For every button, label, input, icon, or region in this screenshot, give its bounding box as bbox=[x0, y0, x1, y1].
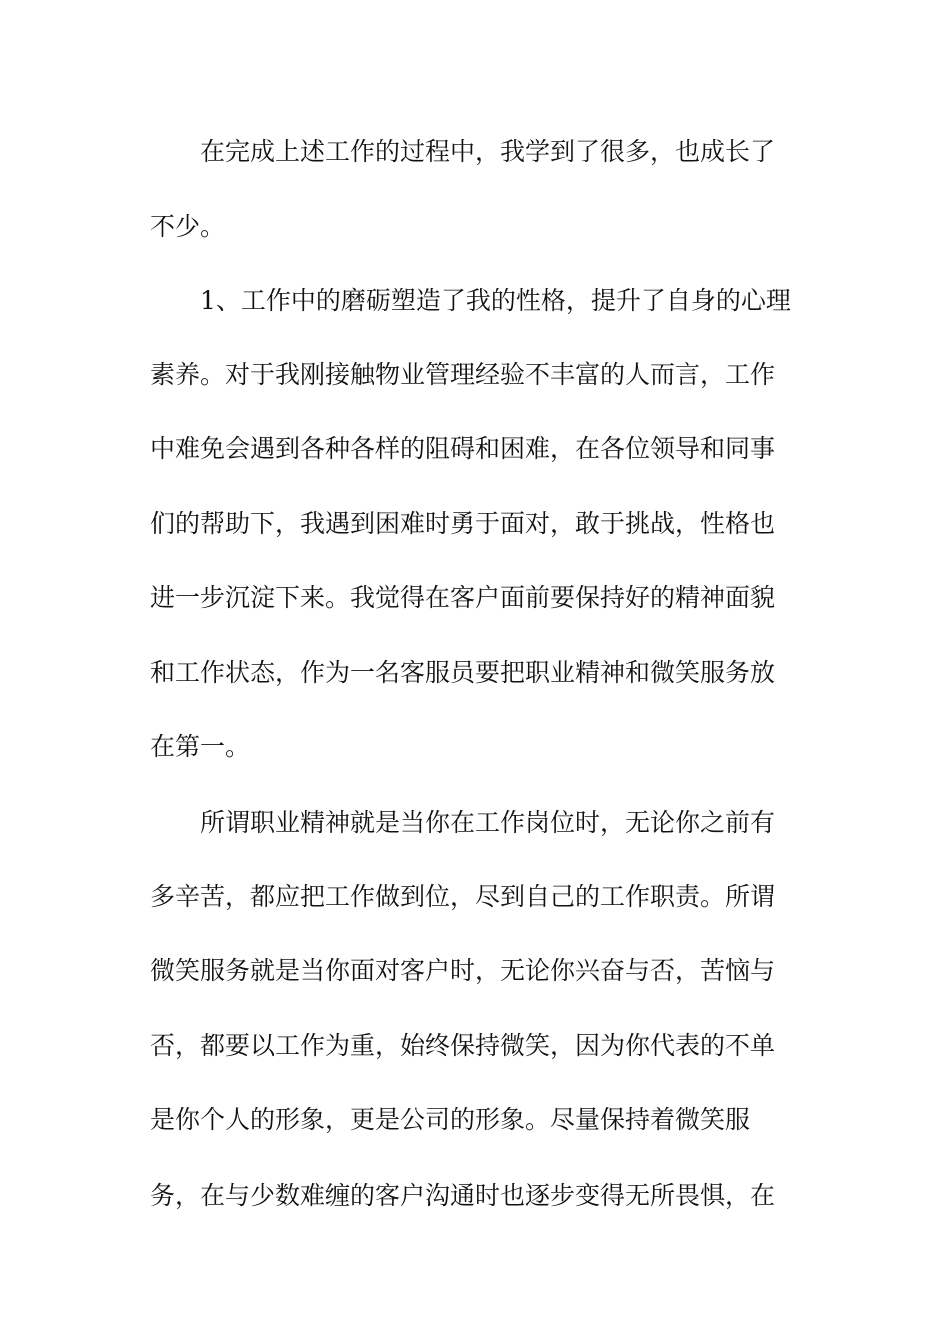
paragraph-3-line-4: 否，都要以工作为重，始终保持微笑，因为你代表的不单 bbox=[150, 1031, 776, 1060]
paragraph-2-line-3: 中难免会遇到各种各样的阻碍和困难，在各位领导和同事 bbox=[150, 434, 776, 463]
paragraph-3-line-2: 多辛苦，都应把工作做到位，尽到自己的工作职责。所谓 bbox=[150, 882, 776, 911]
paragraph-3-line-1: 所谓职业精神就是当你在工作岗位时，无论你之前有 bbox=[200, 808, 776, 837]
paragraph-3-line-5: 是你个人的形象，更是公司的形象。尽量保持着微笑服 bbox=[150, 1105, 751, 1134]
paragraph-2-line-5: 进一步沉淀下来。我觉得在客户面前要保持好的精神面貌 bbox=[150, 583, 776, 612]
paragraph-2-line-7: 在第一。 bbox=[150, 732, 251, 761]
paragraph-2-line-4: 们的帮助下，我遇到困难时勇于面对，敢于挑战，性格也 bbox=[150, 509, 776, 538]
paragraph-1-line-1: 在完成上述工作的过程中，我学到了很多，也成长了 bbox=[200, 137, 776, 166]
paragraph-2-line-6: 和工作状态，作为一名客服员要把职业精神和微笑服务放 bbox=[150, 658, 776, 687]
paragraph-2-line-2: 素养。对于我刚接触物业管理经验不丰富的人而言，工作 bbox=[150, 360, 776, 389]
paragraph-3-line-3: 微笑服务就是当你面对客户时，无论你兴奋与否，苦恼与 bbox=[150, 956, 776, 985]
paragraph-1-line-2: 不少。 bbox=[150, 212, 226, 241]
paragraph-3-line-6: 务，在与少数难缠的客户沟通时也逐步变得无所畏惧，在 bbox=[150, 1181, 776, 1210]
paragraph-2-line-1: 1、工作中的磨砺塑造了我的性格，提升了自身的心理 bbox=[200, 286, 791, 315]
